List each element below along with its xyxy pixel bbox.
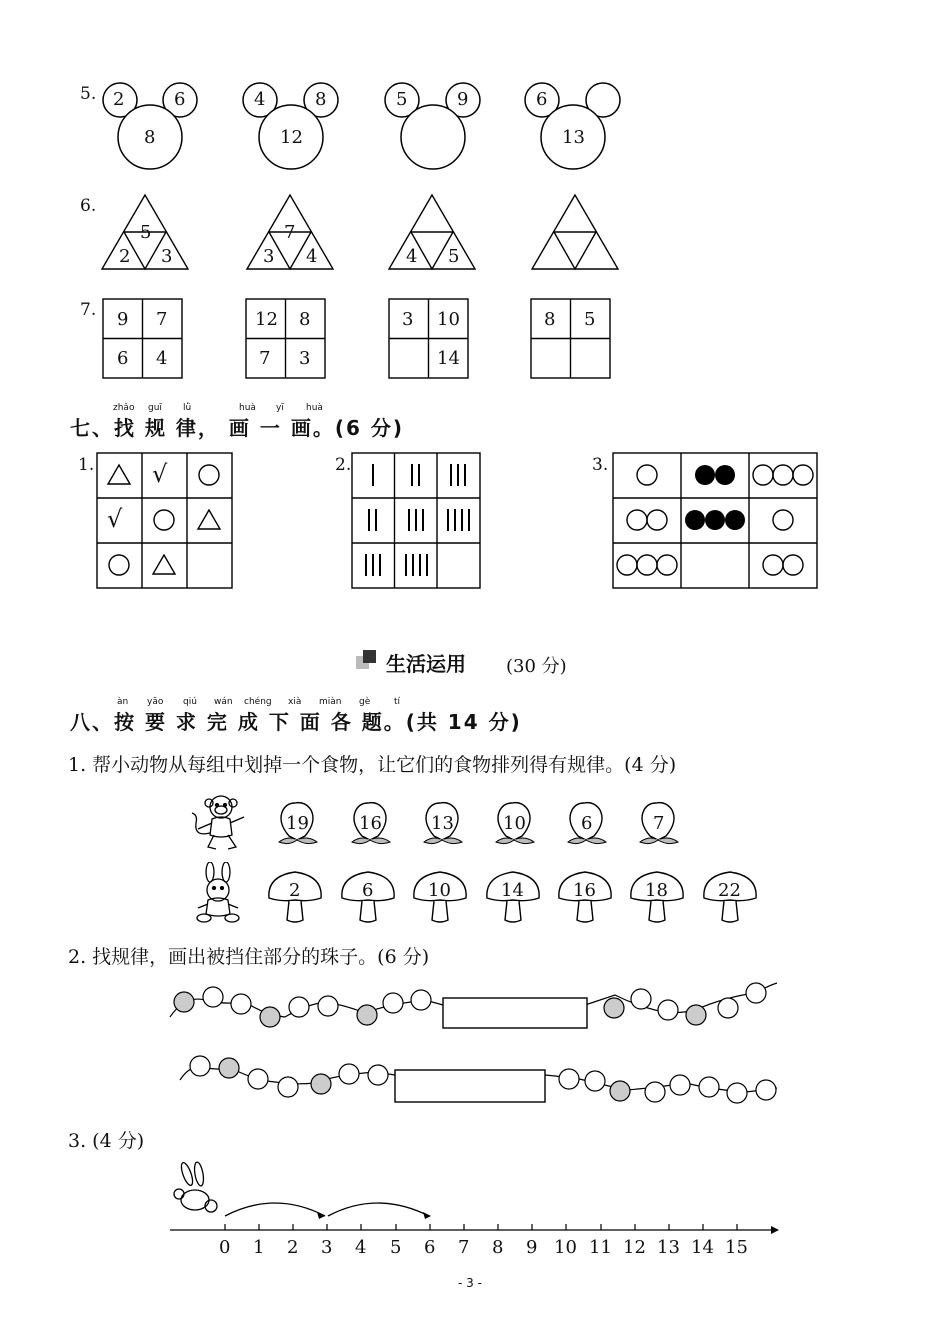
tri-2-top: 7 <box>284 222 296 243</box>
nl-6: 6 <box>424 1237 436 1258</box>
s7-pinyin-3: lǜ <box>183 403 192 413</box>
mushroom-3-label: 10 <box>428 880 451 901</box>
bead-string-1 <box>165 975 785 1035</box>
s7-pinyin-4: huà <box>239 403 256 413</box>
tri-1-right: 3 <box>161 246 173 267</box>
peach-6-label: 7 <box>653 813 665 834</box>
banner-icon <box>354 648 380 672</box>
nl-11: 11 <box>589 1237 612 1258</box>
peach-2-label: 16 <box>359 813 382 834</box>
tri-3-right: 5 <box>448 246 460 267</box>
peach-3-label: 13 <box>431 813 454 834</box>
s7-pinyin-5: yī <box>276 403 284 413</box>
banner-score: (30 分) <box>506 656 567 677</box>
nl-8: 8 <box>492 1237 504 1258</box>
tri-1-top: 5 <box>140 222 152 243</box>
tri-2-right: 4 <box>306 246 318 267</box>
mushroom-5-label: 16 <box>573 880 596 901</box>
mushroom-1-label: 2 <box>289 880 301 901</box>
s7-q1-label: 1. <box>78 455 95 475</box>
nl-5: 5 <box>390 1237 402 1258</box>
s8-pinyin-3: qiú <box>183 697 197 707</box>
tri-2-left: 3 <box>263 246 275 267</box>
peach-4-label: 10 <box>503 813 526 834</box>
triangle-row <box>100 193 625 273</box>
triangle-4 <box>532 195 618 269</box>
s7-pinyin-2: guī <box>148 403 162 413</box>
s7-q2-label: 2. <box>335 455 352 475</box>
tri-3-left: 4 <box>406 246 418 267</box>
grid-1-tr: 7 <box>156 309 168 330</box>
banner-title: 生活运用 <box>386 652 466 676</box>
nl-14: 14 <box>691 1237 714 1258</box>
grid-1-tl: 9 <box>117 309 129 330</box>
s8-q3-text: 3. (4 分) <box>68 1130 145 1152</box>
mickey-1-right: 6 <box>174 89 186 110</box>
nl-7: 7 <box>458 1237 470 1258</box>
grid-3-tr: 10 <box>437 309 460 330</box>
grid-2-bl: 7 <box>259 348 271 369</box>
section7-title: 七、找 规 律， 画 一 画。(6 分) <box>70 416 404 440</box>
triangle-3 <box>389 195 475 269</box>
nl-3: 3 <box>321 1237 333 1258</box>
mushroom-7-label: 22 <box>718 880 741 901</box>
rabbit-icon <box>190 862 246 926</box>
nl-2: 2 <box>287 1237 299 1258</box>
mickey-3-right: 9 <box>457 89 469 110</box>
nl-4: 4 <box>355 1237 367 1258</box>
s8-pinyin-2: yāo <box>147 697 164 707</box>
grid-row <box>102 298 614 380</box>
s8-pinyin-8: gè <box>359 697 371 707</box>
section8-title: 八、按 要 求 完 成 下 面 各 题。(共 14 分) <box>70 710 522 734</box>
nl-0: 0 <box>219 1237 231 1258</box>
mickey-2-left: 4 <box>254 89 266 110</box>
peach-1-label: 19 <box>286 813 309 834</box>
mushroom-4-label: 14 <box>501 880 524 901</box>
grid-2-br: 3 <box>299 348 311 369</box>
s8-pinyin-5: chéng <box>244 697 272 707</box>
bead-cover-1 <box>443 998 587 1028</box>
s8-pinyin-9: tí <box>394 697 401 707</box>
s7-pinyin-6: huà <box>306 403 323 413</box>
mushroom-2-label: 6 <box>362 880 374 901</box>
s7-check-1: √ <box>152 460 168 488</box>
mickey-2-center: 12 <box>280 127 303 148</box>
s7-grid-3 <box>612 452 820 590</box>
s8-pinyin-1: àn <box>117 697 129 707</box>
grid-1 <box>103 299 182 378</box>
nl-1: 1 <box>253 1237 265 1258</box>
s8-pinyin-4: wán <box>214 697 233 707</box>
mickey-2-right: 8 <box>315 89 327 110</box>
s8-pinyin-7: miàn <box>319 697 342 707</box>
tri-1-left: 2 <box>119 246 131 267</box>
grid-1-bl: 6 <box>117 348 129 369</box>
grid-2-tl: 12 <box>255 309 278 330</box>
grid-1-br: 4 <box>156 348 168 369</box>
s7-check-2: √ <box>107 505 123 533</box>
mickey-4-left: 6 <box>536 89 548 110</box>
q7-label: 7. <box>80 300 97 320</box>
mickey-3-left: 5 <box>396 89 408 110</box>
s7-pinyin-1: zhǎo <box>113 403 135 413</box>
grid-4 <box>531 299 610 378</box>
nl-9: 9 <box>526 1237 538 1258</box>
s8-q2-text: 2. 找规律，画出被挡住部分的珠子。(6 分) <box>68 946 430 968</box>
monkey-icon <box>188 793 254 853</box>
grid-4-tl: 8 <box>544 309 556 330</box>
bead-cover-2 <box>395 1070 545 1102</box>
mushroom-6-label: 18 <box>645 880 668 901</box>
grid-3-tl: 3 <box>402 309 414 330</box>
s8-pinyin-6: xià <box>288 697 302 707</box>
nl-10: 10 <box>554 1237 577 1258</box>
number-line <box>165 1160 785 1235</box>
s8-q1-text: 1. 帮小动物从每组中划掉一个食物，让它们的食物排列得有规律。(4 分) <box>68 754 677 776</box>
grid-3-br: 14 <box>437 348 460 369</box>
nl-15: 15 <box>725 1237 748 1258</box>
peach-row <box>270 800 700 850</box>
mickey-1-left: 2 <box>113 89 125 110</box>
peach-5-label: 6 <box>581 813 593 834</box>
mickey-1-center: 8 <box>144 127 156 148</box>
q5-label: 5. <box>80 84 97 104</box>
nl-13: 13 <box>657 1237 680 1258</box>
bead-string-2 <box>175 1050 785 1110</box>
s7-q3-label: 3. <box>592 455 609 475</box>
q6-label: 6. <box>80 196 97 216</box>
s7-grid-2 <box>351 452 483 590</box>
page-number: - 3 - <box>458 1276 482 1290</box>
nl-12: 12 <box>623 1237 646 1258</box>
grid-2-tr: 8 <box>299 309 311 330</box>
mickey-4-center: 13 <box>562 127 585 148</box>
grid-4-tr: 5 <box>584 309 596 330</box>
